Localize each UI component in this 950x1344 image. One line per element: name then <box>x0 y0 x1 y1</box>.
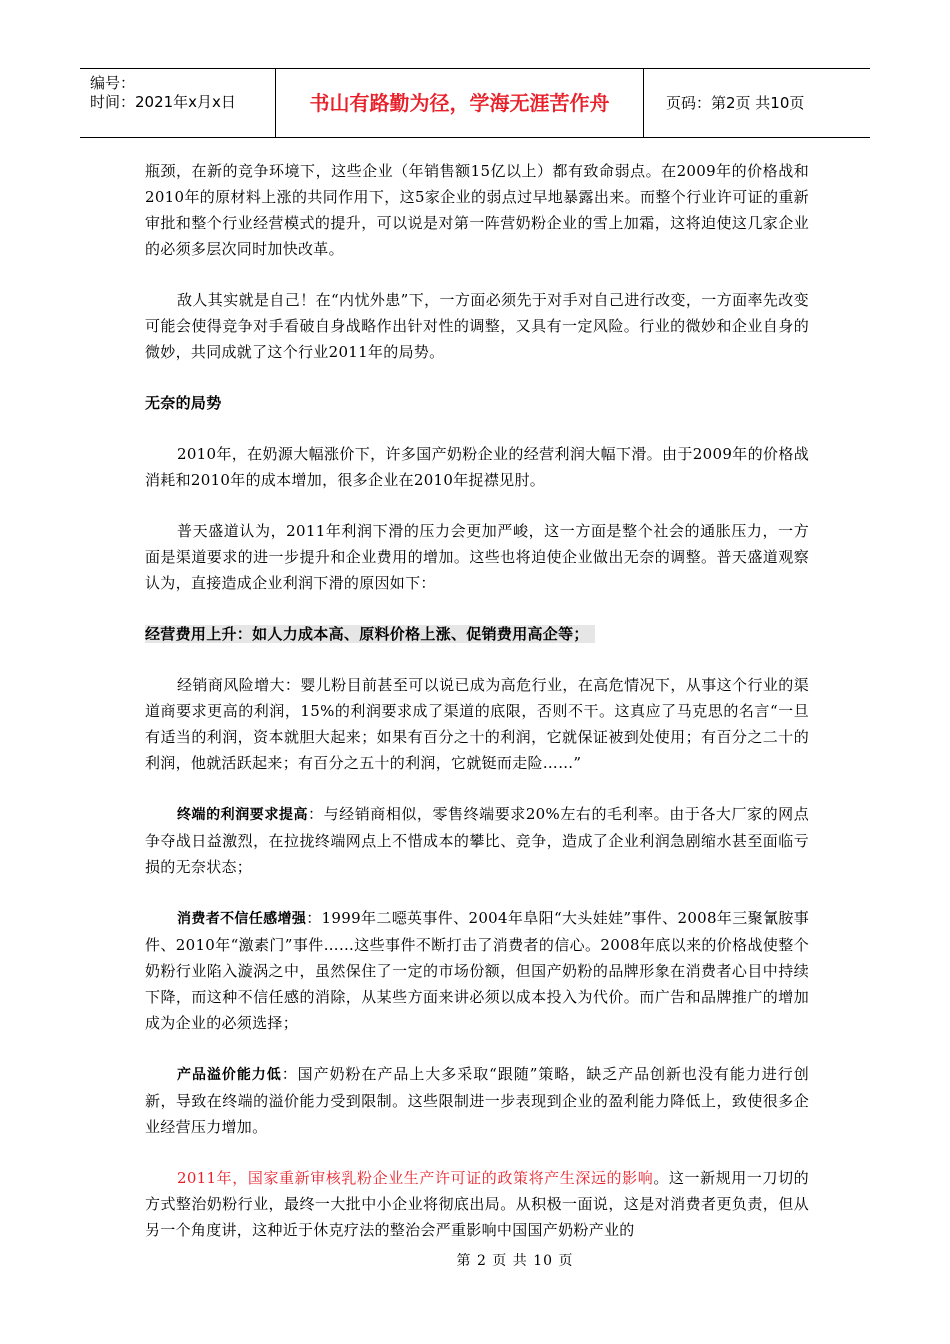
document-body <box>145 158 809 1268</box>
paragraph-lead: 终端的利润要求提高 <box>177 807 309 823</box>
highlighted-heading <box>145 621 809 647</box>
paragraph <box>145 1061 809 1140</box>
paragraph: 普天盛道认为，2011年利润下滑的压力会更加严峻，这一方面是整个社会的通胀压力，一方面是渠道要求的进一步提升和企业费用的增加。这些也将迫使企业做出无奈的调整。普天盛道观察认为，直接造成企业利润下滑的原因如下： <box>145 522 809 592</box>
paragraph-text: ：与经销商相似，零售终端要求20%左右的毛利率。由于各大厂家的网点争夺战日益激烈，在拉拢终端网点上不惜成本的攀比、竞争，造成了企业利润急剧缩水甚至面临亏损的无奈状态； <box>145 805 810 876</box>
red-highlight-text: 2011年，国家重新审核乳粉企业生产许可证的政策将产生深远的影响 <box>177 1169 654 1187</box>
paragraph-text: ：1999年二噁英事件、2004年阜阳“大头娃娃”事件、2008年三聚氰胺事件、2010年“激素门”事件……这些事件不断打击了消费者的信心。2008年底以来的价格战使整个奶粉行业陷入漩涡之中，虽然保住了一定的市场份额，但国产奶粉的品牌形象在消费者心目中持续下降，而这种不信任感的消除，从某些方面来讲必须以成本投入为代价。而广告和品牌推广的增加成为企业的必须选择； <box>145 909 810 1032</box>
paragraph: 敌人其实就是自己！在“内忧外患”下，一方面必须先于对手对自己进行改变，一方面率先改变可能会使得竞争对手看破自身战略作出针对性的调整，又具有一定风险。行业的微妙和企业自身的微妙，共同成就了这个行业2011年的局势。 <box>145 291 809 361</box>
page-footer: 第 2 页 共 10 页 <box>456 1253 574 1269</box>
highlighted-heading-text: 经营费用上升：如人力成本高、原料价格上涨、促销费用高企等； <box>145 625 595 643</box>
header-meta-cell <box>80 69 276 137</box>
paragraph <box>145 1165 809 1243</box>
header-motto: 书山有路勤为径，学海无涯苦作舟 <box>276 69 644 137</box>
paragraph-text: 。这一新规用一刀切的方式整治奶粉行业，最终一大批中小企业将彻底出局。从积极一面说，这是对消费者更负责，但从另一个角度讲，这种近于休克疗法的整治会严重影响中国国产奶粉产业的 <box>145 1169 809 1239</box>
paragraph: 瓶颈，在新的竞争环境下，这些企业（年销售额15亿以上）都有致命弱点。在2009年的价格战和2010年的原材料上涨的共同作用下，这5家企业的弱点过早地暴露出来。而整个行业许可证的重新审批和整个行业经营模式的提升，可以说是对第一阵营奶粉企业的雪上加霜，这将迫使这几家企业的必须多层次同时加快改革。 <box>145 162 809 258</box>
number-label: 编号： <box>90 74 136 92</box>
paragraph-lead: 产品溢价能力低 <box>177 1067 282 1083</box>
date-label: 时间：2021年x月x日 <box>90 93 236 111</box>
paragraph <box>145 905 809 1036</box>
paragraph <box>145 801 809 880</box>
header-page-code: 页码：第2页 共10页 <box>666 94 805 112</box>
paragraph-lead: 消费者不信任感增强 <box>177 911 307 927</box>
page-header <box>80 68 870 138</box>
paragraph: 2010年，在奶源大幅涨价下，许多国产奶粉企业的经营利润大幅下滑。由于2009年的价格战消耗和2010年的成本增加，很多企业在2010年捉襟见肘。 <box>145 445 809 489</box>
section-heading: 无奈的局势 <box>145 394 222 412</box>
paragraph: 经销商风险增大：婴儿粉目前甚至可以说已成为高危行业，在高危情况下，从事这个行业的渠道商要求更高的利润，15%的利润要求成了渠道的底限，否则不干。这真应了马克思的名言“一旦有适当的利润，资本就胆大起来；如果有百分之十的利润，它就保证被到处使用；有百分之二十的利润，他就活跃起来；有百分之五十的利润，它就铤而走险……” <box>145 676 809 772</box>
paragraph-text: ：国产奶粉在产品上大多采取“跟随”策略，缺乏产品创新也没有能力进行创新，导致在终端的溢价能力受到限制。这些限制进一步表现到企业的盈利能力降低上，致使很多企业经营压力增加。 <box>145 1065 809 1136</box>
